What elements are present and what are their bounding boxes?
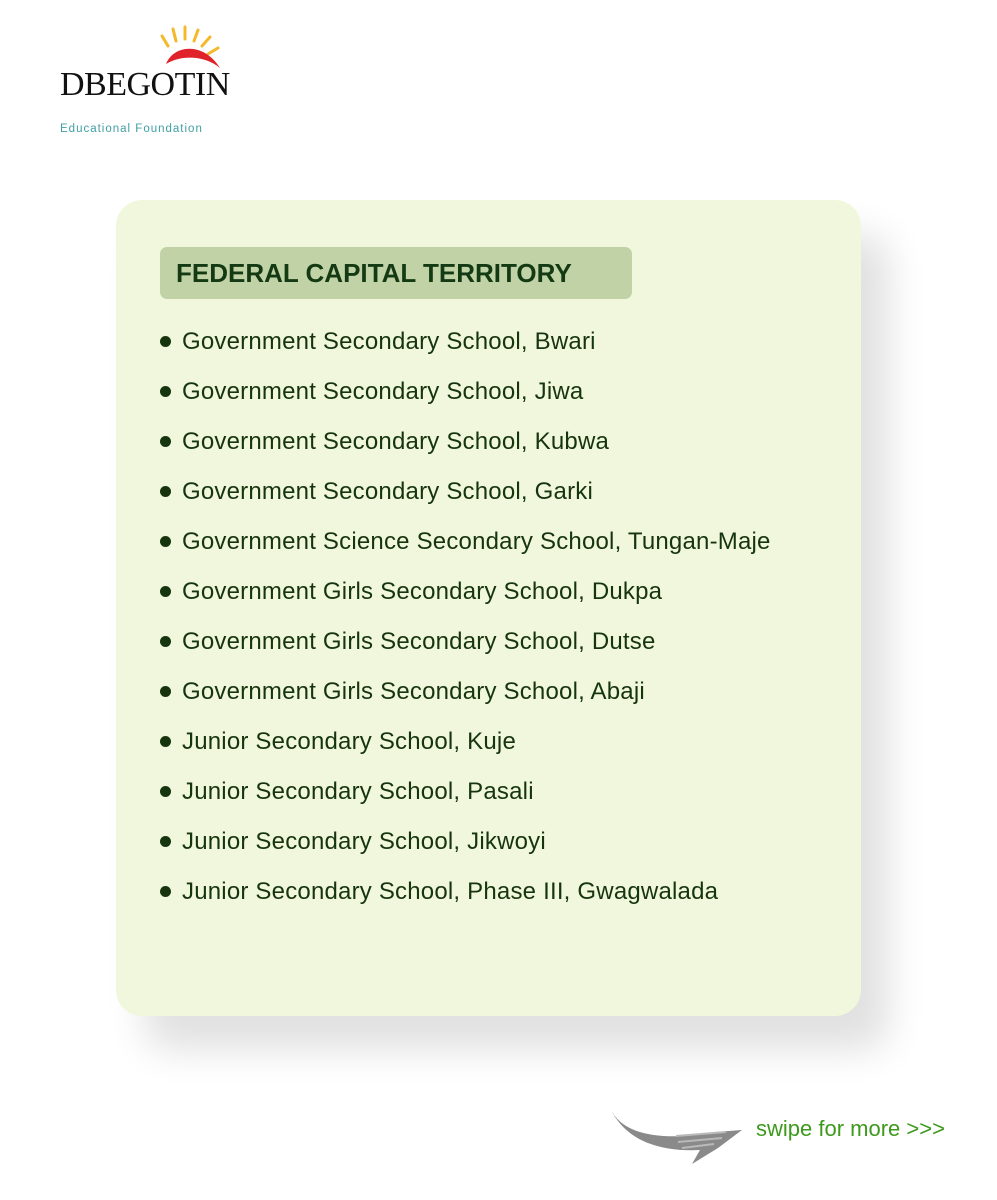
bullet-icon — [160, 836, 171, 847]
list-item — [158, 817, 848, 867]
school-name: Junior Secondary School, Phase III, Gwagwalada — [182, 878, 719, 905]
logo — [58, 24, 233, 135]
schools-card — [116, 200, 861, 1016]
school-name: Junior Secondary School, Kuje — [182, 728, 516, 755]
bullet-icon — [160, 436, 171, 447]
region-title: FEDERAL CAPITAL TERRITORY — [160, 247, 632, 299]
bullet-icon — [160, 386, 171, 397]
bullet-icon — [160, 336, 171, 347]
school-name: Government Secondary School, Jiwa — [182, 378, 584, 405]
school-name: Junior Secondary School, Jikwoyi — [182, 828, 546, 855]
list-item — [158, 767, 848, 817]
list-item — [158, 617, 848, 667]
list-item — [158, 317, 848, 367]
list-item — [158, 567, 848, 617]
swipe-label: swipe for more >>> — [756, 1116, 945, 1141]
list-item — [158, 417, 848, 467]
list-item — [158, 467, 848, 517]
school-name: Government Secondary School, Kubwa — [182, 428, 610, 455]
bullet-icon — [160, 786, 171, 797]
school-name: Government Girls Secondary School, Abaji — [182, 678, 645, 705]
bullet-icon — [160, 586, 171, 597]
school-name: Government Secondary School, Bwari — [182, 328, 596, 355]
logo-tagline: Educational Foundation — [60, 123, 203, 135]
bullet-icon — [160, 536, 171, 547]
school-name: Government Secondary School, Garki — [182, 478, 593, 505]
list-item — [158, 867, 848, 917]
list-item — [158, 517, 848, 567]
bullet-icon — [160, 736, 171, 747]
school-name: Government Girls Secondary School, Dukpa — [182, 578, 663, 605]
school-list — [158, 317, 848, 917]
school-name: Government Science Secondary School, Tungan-Maje — [182, 528, 771, 555]
school-name: Junior Secondary School, Pasali — [182, 778, 534, 805]
list-item — [158, 717, 848, 767]
bullet-icon — [160, 886, 171, 897]
bullet-icon — [160, 486, 171, 497]
list-item — [158, 367, 848, 417]
bullet-icon — [160, 636, 171, 647]
curved-arrow-icon — [606, 1104, 746, 1170]
list-item — [158, 667, 848, 717]
swipe-hint[interactable] — [606, 1104, 966, 1170]
bullet-icon — [160, 686, 171, 697]
logo-wordmark: DBEGOTIN — [60, 66, 230, 103]
school-name: Government Girls Secondary School, Dutse — [182, 628, 656, 655]
